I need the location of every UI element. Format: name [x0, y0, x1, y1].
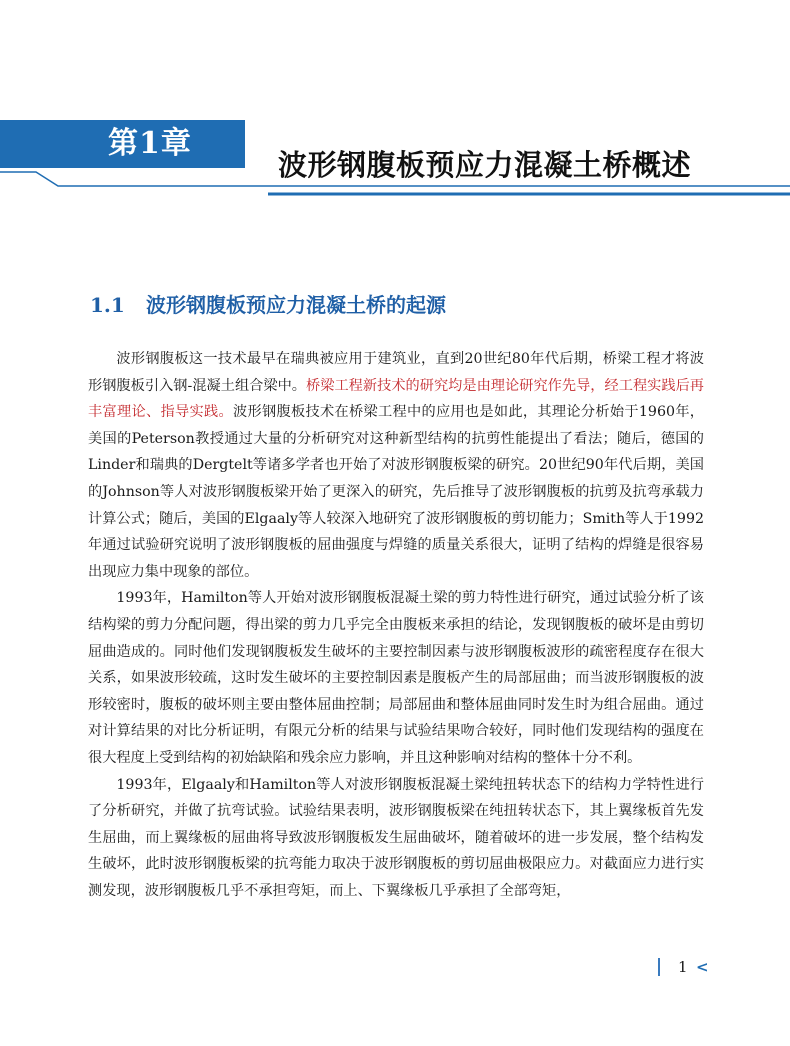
- paragraph-text: 波形钢腹板技术在桥梁工程中的应用也是如此，其理论分析始于1960年，美国的Peterson教授通过大量的分析研究对这种新型结构的抗剪性能提出了看法；随后，德国的Linder和瑞典的Dergtelt等诸多学者也开始了对波形钢腹板梁的研究。20世纪90年代后期，美国的Johnson等人对波形钢腹板梁开始了更深入的研究，先后推导了波形钢腹板的抗剪及抗弯承载力计算公式；随后，美国的Elgaaly等人较深入地研究了波形钢腹板的剪切能力；Smith等人于1992年通过试验研究说明了波形钢腹板的屈曲强度与焊缝的质量关系很大，证明了结构的焊缝是很容易出现应力集中现象的部位。: [88, 404, 704, 580]
- chapter-title: 波形钢腹板预应力混凝土桥概述: [278, 148, 692, 182]
- paragraph-text: 波形钢腹板这一技术最早在瑞典被应用于建筑业，直到20世纪80年代后期，桥梁工程才将波形钢腹板引入钢-混凝土组合梁中。: [88, 351, 704, 394]
- footer-divider: [658, 958, 660, 976]
- section-number: 1.1: [90, 293, 125, 317]
- body-text: [88, 346, 704, 904]
- paragraph: 1993年，Elgaaly和Hamilton等人对波形钢腹板混凝土梁纯扭转状态下的结构力学特性进行了分析研究，并做了抗弯试验。试验结果表明，波形钢腹板梁在纯扭转状态下，其上翼缘板首先发生屈曲，而上翼缘板的屈曲将导致波形钢腹板发生屈曲破坏，随着破坏的进一步发展，整个结构发生破坏，此时波形钢腹板梁的抗弯能力取决于波形钢腹板的剪切屈曲极限应力。对截面应力进行实测发现，波形钢腹板几乎不承担弯矩，而上、下翼缘板几乎承担了全部弯矩，: [88, 776, 704, 899]
- section-title: 波形钢腹板预应力混凝土桥的起源: [146, 293, 446, 317]
- paragraph: 1993年，Hamilton等人开始对波形钢腹板混凝土梁的剪力特性进行研究，通过试验分析了该结构梁的剪力分配问题，得出梁的剪力几乎完全由腹板来承担的结论，发现钢腹板的破坏是由剪切屈曲造成的。同时他们发现钢腹板发生破坏的主要控制因素与波形钢腹板波形的疏密程度存在很大关系，如果波形较疏，这时发生破坏的主要控制因素是腹板产生的局部屈曲；而当波形钢腹板的波形较密时，腹板的破坏则主要由整体屈曲控制；局部屈曲和整体屈曲同时发生时为组合屈曲。通过对计算结果的对比分析证明，有限元分析的结果与试验结果吻合较好，同时他们发现结构的强度在很大程度上受到结构的初始缺陷和残余应力影响，并且这种影响对结构的整体十分不利。: [88, 590, 704, 766]
- paragraph: [88, 346, 704, 585]
- chapter-label: 第1章: [108, 126, 192, 161]
- section-heading: [90, 288, 446, 322]
- highlighted-text: 桥梁工程新技术的研究均是由理论研究作先导，经工程实践后再丰富理论、指导实践。: [88, 377, 704, 421]
- page-footer: [658, 954, 718, 980]
- chevron-left-icon: <: [696, 958, 709, 976]
- page-number: 1: [678, 958, 688, 976]
